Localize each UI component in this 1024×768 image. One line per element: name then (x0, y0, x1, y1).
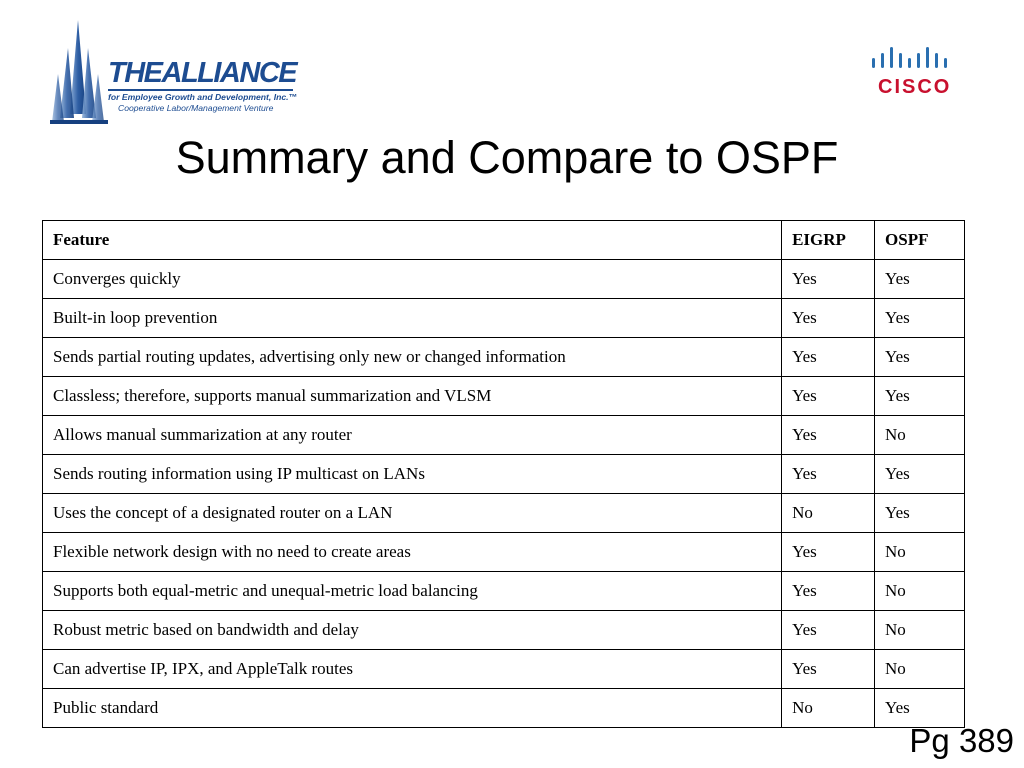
eigrp-cell: No (782, 689, 875, 728)
feature-cell: Allows manual summarization at any router (43, 416, 782, 455)
ospf-cell: No (875, 572, 965, 611)
table-row (43, 611, 965, 650)
ospf-cell: Yes (875, 299, 965, 338)
eigrp-cell: Yes (782, 299, 875, 338)
table-row (43, 533, 965, 572)
ospf-cell: No (875, 611, 965, 650)
alliance-subtitle: Cooperative Labor/Management Venture (118, 103, 274, 113)
cisco-wordmark: CISCO (878, 76, 952, 98)
eigrp-cell: Yes (782, 533, 875, 572)
table-row (43, 416, 965, 455)
page-number: Pg 389 (909, 722, 1014, 759)
feature-cell: Robust metric based on bandwidth and delay (43, 611, 782, 650)
ospf-cell: Yes (875, 377, 965, 416)
feature-cell: Sends partial routing updates, advertising only new or changed information (43, 338, 782, 377)
ospf-cell: No (875, 416, 965, 455)
feature-cell: Can advertise IP, IPX, and AppleTalk routes (43, 650, 782, 689)
tower-logo-icon (48, 18, 112, 126)
column-header-eigrp: EIGRP (782, 221, 875, 260)
ospf-cell: No (875, 533, 965, 572)
table-row (43, 455, 965, 494)
feature-cell: Converges quickly (43, 260, 782, 299)
table-row (43, 650, 965, 689)
slide-title: Summary and Compare to OSPF (175, 132, 839, 183)
eigrp-cell: Yes (782, 455, 875, 494)
feature-cell: Supports both equal-metric and unequal-metric load balancing (43, 572, 782, 611)
eigrp-cell: Yes (782, 572, 875, 611)
feature-cell: Classless; therefore, supports manual summarization and VLSM (43, 377, 782, 416)
table-row (43, 689, 965, 728)
ospf-cell: Yes (875, 260, 965, 299)
table-row (43, 494, 965, 533)
alliance-tagline: for Employee Growth and Development, Inc.™ (108, 92, 298, 102)
column-header-feature: Feature (43, 221, 782, 260)
eigrp-cell: Yes (782, 377, 875, 416)
eigrp-cell: Yes (782, 416, 875, 455)
ospf-cell: Yes (875, 338, 965, 377)
eigrp-cell: Yes (782, 611, 875, 650)
table-row (43, 377, 965, 416)
feature-cell: Sends routing information using IP multicast on LANs (43, 455, 782, 494)
eigrp-cell: No (782, 494, 875, 533)
alliance-text-block (108, 58, 297, 114)
feature-cell: Flexible network design with no need to create areas (43, 533, 782, 572)
alliance-logo (48, 18, 308, 126)
feature-cell: Public standard (43, 689, 782, 728)
eigrp-cell: Yes (782, 338, 875, 377)
table-header-row (43, 221, 965, 260)
comparison-table (42, 220, 965, 728)
table-row (43, 260, 965, 299)
alliance-name: THEALLIANCE (108, 57, 297, 89)
ospf-cell: Yes (875, 494, 965, 533)
feature-cell: Built-in loop prevention (43, 299, 782, 338)
table-row (43, 572, 965, 611)
table-row (43, 338, 965, 377)
alliance-rule (108, 89, 293, 91)
ospf-cell: No (875, 650, 965, 689)
column-header-ospf: OSPF (875, 221, 965, 260)
cisco-bars-icon (868, 44, 960, 74)
eigrp-cell: Yes (782, 650, 875, 689)
ospf-cell: Yes (875, 689, 965, 728)
ospf-cell: Yes (875, 455, 965, 494)
cisco-logo (868, 44, 960, 100)
feature-cell: Uses the concept of a designated router on a LAN (43, 494, 782, 533)
eigrp-cell: Yes (782, 260, 875, 299)
table-row (43, 299, 965, 338)
